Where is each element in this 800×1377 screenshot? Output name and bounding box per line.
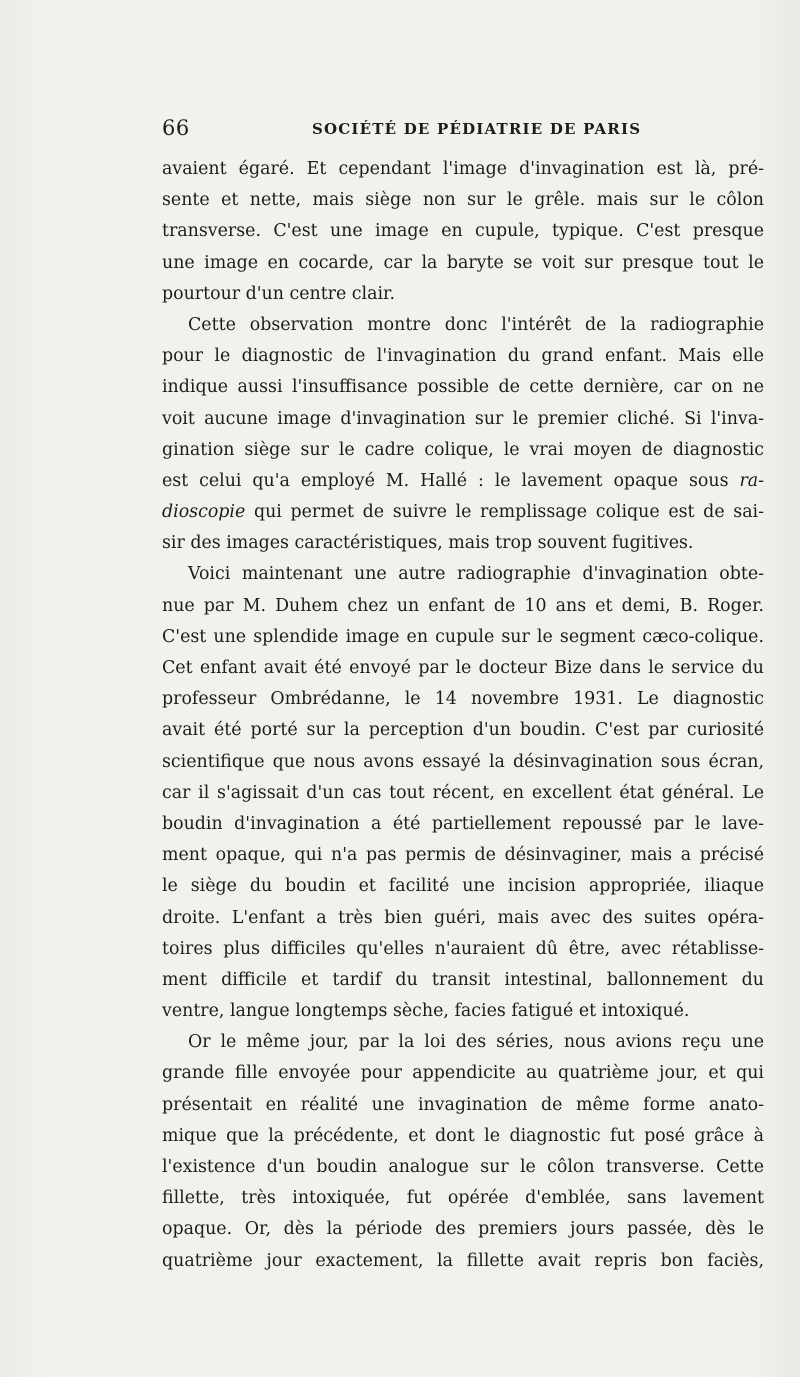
page-number: 66 [162,116,190,140]
text-line: nue par M. Duhem chez un enfant de 10 ans et demi, B. Roger. [162,595,764,616]
text-line: sente et nette, mais siège non sur le grêle. mais sur le côlon [162,190,764,211]
text-line: car il s'agissait d'un cas tout récent, en excellent état général. Le [162,782,764,803]
text-line: Voici maintenant une autre radiographie d'invagination obte- [188,564,764,585]
text-line: toires plus difficiles qu'elles n'auraient dû être, avec rétablisse- [162,938,764,959]
text-line-with-italic [162,466,764,497]
text-line: fillette, très intoxiquée, fut opérée d'emblée, sans lavement [162,1188,764,1209]
text-line: ment difficile et tardif du transit intestinal, ballonnement du [162,969,764,990]
text-segment: qui permet de suivre le remplissage colique est de sai- [245,502,764,523]
text-line: gination siège sur le cadre colique, le vrai moyen de diagnostic [162,439,764,460]
text-line: Cette observation montre donc l'intérêt de la radiographie [188,314,764,335]
text-line: présentait en réalité une invagination de même forme anato- [162,1094,764,1115]
text-line: le siège du boudin et facilité une incision appropriée, iliaque [162,876,764,897]
italic-segment: dioscopie [162,502,246,523]
text-line: professeur Ombrédanne, le 14 novembre 1931. Le diagnostic [162,689,764,710]
text-line: l'existence d'un boudin analogue sur le côlon transverse. Cette [162,1157,764,1177]
text-line: pourtour d'un centre clair. [162,283,395,304]
text-line: Or le même jour, par la loi des séries, nous avions reçu une [188,1032,764,1053]
page-header [162,116,762,146]
text-line: indique aussi l'insuffisance possible de cette dernière, car on ne [162,377,764,398]
text-segment: est celui qu'a employé M. Hallé : le lavement opaque sous [162,470,729,491]
body-text [162,154,764,1277]
text-line: ment opaque, qui n'a pas permis de désinvaginer, mais a précisé [162,845,764,866]
text-line: avait été porté sur la perception d'un boudin. C'est par curiosité [162,720,764,741]
text-line: opaque. Or, dès la période des premiers jours passée, dès le [162,1219,764,1240]
text-line: boudin d'invagination a été partiellement repoussé par le lave- [162,813,764,834]
text-line: Cet enfant avait été envoyé par le docteur Bize dans le service du [162,658,764,678]
text-line: ventre, langue longtemps sèche, facies fatigué et intoxiqué. [162,1001,690,1022]
running-title: SOCIÉTÉ DE PÉDIATRIE DE PARIS [312,120,642,138]
text-line-with-italic [162,497,764,528]
text-line: sir des images caractéristiques, mais trop souvent fugitives. [162,533,694,554]
text-line: grande fille envoyée pour appendicite au quatrième jour, et qui [162,1063,764,1084]
text-line: droite. L'enfant a très bien guéri, mais avec des suites opéra- [162,907,764,928]
text-line: quatrième jour exactement, la fillette avait repris bon faciès, [162,1250,764,1271]
text-line: scientifique que nous avons essayé la désinvagination sous écran, [162,751,764,772]
text-line: voit aucune image d'invagination sur le premier cliché. Si l'inva- [162,408,764,429]
italic-segment: ra- [739,470,764,491]
text-line: avaient égaré. Et cependant l'image d'invagination est là, pré- [162,159,764,179]
text-line: mique que la précédente, et dont le diagnostic fut posé grâce à [162,1125,764,1146]
text-line: pour le diagnostic de l'invagination du grand enfant. Mais elle [162,346,764,367]
text-line: transverse. C'est une image en cupule, typique. C'est presque [162,221,764,242]
text-line: C'est une splendide image en cupule sur le segment cæco-colique. [162,626,764,647]
text-line: une image en cocarde, car la baryte se voit sur presque tout le [162,252,764,273]
